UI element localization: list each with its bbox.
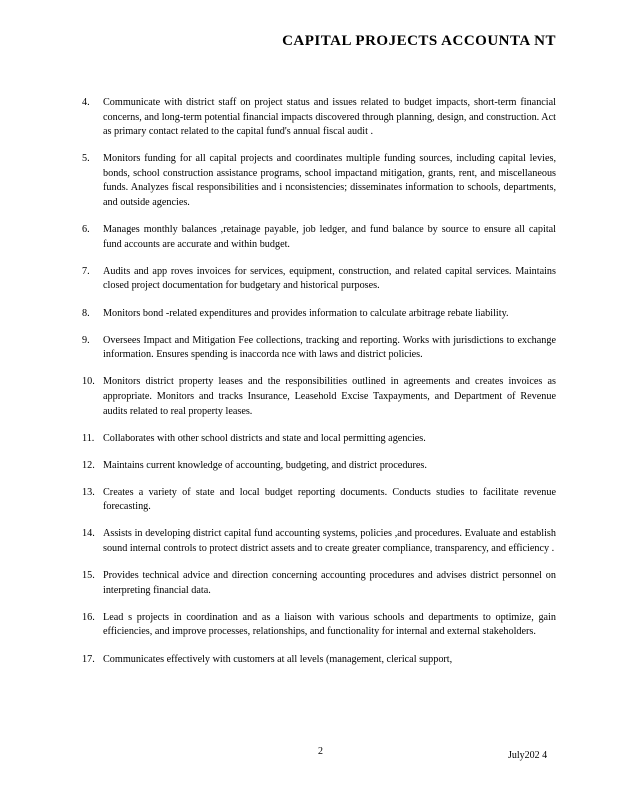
duty-item-number: 4.: [82, 97, 90, 108]
duty-item-text: Manages monthly balances ,retainage payable, job ledger, and fund balance by source to ensure all capital fund accounts are accurate and within budget.: [103, 224, 556, 250]
duty-list-item: [82, 307, 556, 322]
duty-item-text: Communicate with district staff on project status and issues related to budget impacts, short-term financial concerns, and long-term potential financial impacts discovered through planning, design, and construction. Act as primary contact related to the capital fund's annual fiscal audit .: [103, 97, 556, 138]
duty-list-item: [82, 527, 556, 556]
duty-item-number: 8.: [82, 307, 90, 319]
duty-list-item: [82, 653, 556, 668]
duty-item-text: Assists in developing district capital fund accounting systems, policies ,and procedures. Evaluate and establish sound internal controls to protect district assets and to create greater compliance, transparency, and efficiency .: [103, 528, 556, 555]
footer-date: July202 4: [508, 750, 548, 761]
duty-item-number: 10.: [82, 376, 95, 388]
duty-list-item: [82, 569, 556, 598]
duty-item-text: Monitors funding for all capital projects and coordinates multiple funding sources, including capital levies, bonds, school construction assistance programs, school impactand mitigation, grants, rent, and miscellaneous funds. Analyzes fiscal responsibilities and i nconsistencies; disseminates information to schools, departments, and outside agencies.: [103, 153, 556, 209]
duty-list-item: [82, 486, 556, 515]
duty-item-text: Oversees Impact and Mitigation Fee collections, tracking and reporting. Works with jurisdictions to exchange information. Ensures spending is inaccorda nce with laws and district policies.: [103, 334, 556, 361]
duty-item-text: Monitors bond -related expenditures and provides information to calculate arbitrage rebate liability.: [103, 307, 509, 319]
duty-item-number: 14.: [82, 528, 95, 540]
duty-list: [82, 96, 556, 680]
duty-item-text: Lead s projects in coordination and as a liaison with various schools and departments to optimize, gain efficiencies, and improve processes, relationships, and functionality for internal and external stakeholders.: [103, 611, 556, 638]
duty-list-item: [82, 375, 556, 419]
duty-item-text: Collaborates with other school districts and state and local permitting agencies.: [103, 432, 426, 444]
duty-list-item: [82, 334, 556, 363]
duty-item-text: Maintains current knowledge of accounting, budgeting, and district procedures.: [103, 459, 427, 471]
duty-item-number: 5.: [82, 153, 90, 165]
duty-list-item: [82, 96, 556, 140]
duty-item-number: 11.: [82, 432, 95, 444]
page-number: 2: [318, 746, 323, 757]
duty-item-text: Monitors district property leases and the responsibilities outlined in agreements and creates invoices as appropriate. Monitors and tracks Insurance, Leasehold Excise Taxpayments, and Department of Revenue audits related to real property leases.: [103, 376, 556, 417]
duty-item-text: Audits and app roves invoices for services, equipment, construction, and related capital services. Maintains closed project documentation for budgetary and historical purposes.: [103, 265, 556, 292]
duty-list-item: [82, 223, 556, 252]
duty-list-item: [82, 459, 556, 474]
page-title: CAPITAL PROJECTS ACCOUNTA NT: [282, 33, 556, 49]
duty-item-number: 7.: [82, 265, 90, 277]
duty-item-number: 17.: [82, 653, 95, 665]
duty-item-text: Communicates effectively with customers at all levels (management, clerical support,: [103, 653, 453, 665]
duty-item-number: 15.: [82, 570, 95, 582]
duty-item-number: 12.: [82, 459, 95, 471]
duty-list-item: [82, 611, 556, 640]
duty-item-number: 6.: [82, 224, 90, 236]
duty-item-number: 13.: [82, 486, 95, 498]
duty-item-text: Creates a variety of state and local budget reporting documents. Conducts studies to facilitate revenue forecasting.: [103, 486, 556, 513]
duty-item-number: 16.: [82, 611, 95, 623]
duty-item-number: 9.: [82, 334, 90, 346]
duty-list-item: [82, 152, 556, 210]
duty-item-text: Provides technical advice and direction concerning accounting procedures and advises district personnel on interpreting financial data.: [103, 570, 556, 596]
duty-list-item: [82, 432, 556, 447]
duty-list-item: [82, 265, 556, 294]
